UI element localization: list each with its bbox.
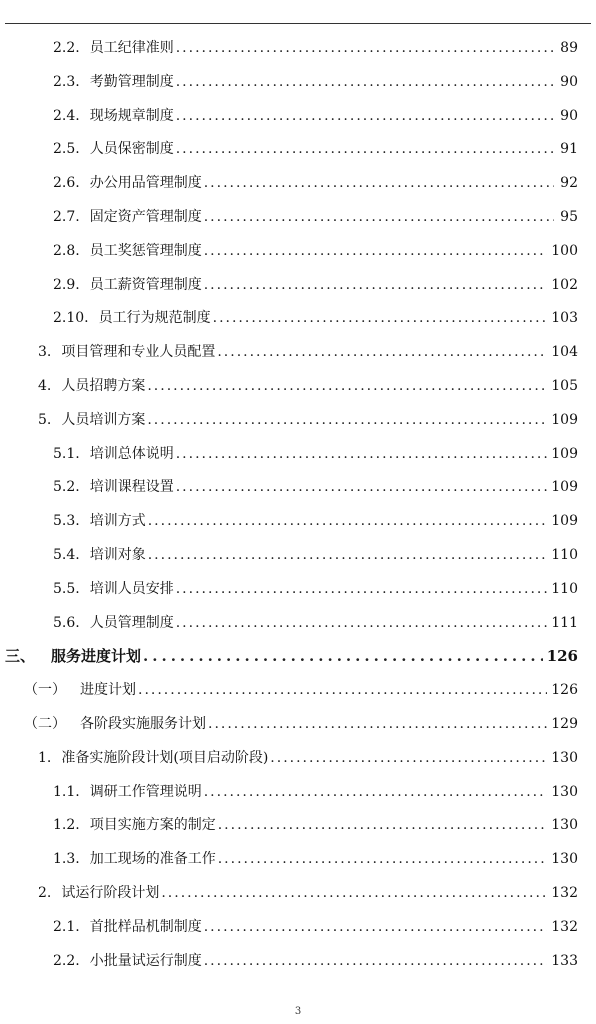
toc-entry[interactable]	[0, 918, 596, 952]
toc-entry-title: 项目管理和专业人员配置	[61, 344, 216, 361]
toc-entry[interactable]	[0, 783, 596, 817]
toc-entry-number: 5.4.	[53, 546, 80, 563]
toc-dot-leader	[204, 952, 548, 970]
toc-entry-title: 进度计划	[80, 682, 136, 699]
toc-entry[interactable]	[0, 478, 596, 512]
page-number: 3	[294, 1006, 302, 1017]
toc-entry-number: 4.	[38, 377, 52, 394]
toc-entry-number: 5.3.	[53, 513, 80, 530]
toc-entry[interactable]	[0, 107, 596, 141]
toc-entry-number: （一）	[24, 682, 66, 699]
toc-entry[interactable]	[0, 73, 596, 107]
toc-dot-leader	[204, 174, 554, 192]
toc-dot-leader	[176, 107, 554, 125]
toc-entry-title: 人员管理制度	[89, 614, 174, 631]
toc-dot-leader	[147, 411, 547, 429]
toc-entry[interactable]	[0, 580, 596, 614]
toc-entry-number: 5.2.	[53, 479, 80, 496]
toc-entry-page: 105	[551, 377, 578, 394]
toc-entry-title: 试运行阶段计划	[61, 884, 160, 901]
toc-entry-title: 培训对象	[89, 546, 146, 563]
toc-dot-leader	[204, 276, 548, 294]
toc-dot-leader	[176, 478, 548, 496]
toc-entry-page: 100	[551, 242, 578, 259]
toc-entry-page: 90	[560, 73, 578, 90]
toc-entry[interactable]	[0, 512, 596, 546]
toc-dot-leader	[176, 73, 554, 91]
toc-dot-leader	[143, 647, 543, 665]
toc-entry-page: 95	[560, 208, 578, 225]
toc-entry[interactable]	[0, 343, 596, 377]
toc-entry-number: 三、	[5, 647, 36, 666]
toc-dot-leader	[218, 816, 548, 834]
toc-entry-page: 130	[551, 749, 578, 766]
toc-entry-title: 固定资产管理制度	[89, 208, 202, 225]
toc-entry-title: 项目实施方案的制定	[89, 817, 216, 834]
toc-entry-number: 2.	[38, 884, 52, 901]
toc-entry-page: 109	[551, 445, 578, 462]
toc-entry-title: 小批量试运行制度	[89, 952, 202, 969]
toc-entry[interactable]	[0, 411, 596, 445]
toc-entry-title: 各阶段实施服务计划	[80, 715, 206, 732]
toc-entry-title: 员工薪资管理制度	[89, 276, 202, 293]
toc-entry-number: 2.6.	[53, 175, 80, 192]
toc-entry-number: 2.4.	[53, 107, 80, 124]
toc-entry-page: 89	[560, 40, 578, 56]
toc-entry-page: 109	[551, 479, 578, 496]
toc-entry-number: 2.2.	[53, 952, 80, 969]
toc-entry-title: 服务进度计划	[51, 647, 142, 666]
header-rule	[5, 23, 591, 24]
toc-entry-title: 首批样品机制制度	[89, 918, 202, 935]
toc-entry-number: 2.10.	[53, 310, 89, 327]
toc-entry-number: 2.9.	[53, 276, 80, 293]
toc-dot-leader	[204, 783, 548, 801]
toc-entry-title: 人员招聘方案	[61, 377, 146, 394]
toc-entry-page: 129	[551, 715, 578, 732]
toc-entry-page: 104	[551, 344, 578, 361]
toc-entry-title: 现场规章制度	[89, 107, 174, 124]
toc-dot-leader	[161, 884, 547, 902]
toc-entry[interactable]	[0, 681, 596, 715]
toc-entry-title: 加工现场的准备工作	[89, 851, 216, 868]
toc-dot-leader	[204, 242, 548, 260]
toc-entry[interactable]	[0, 715, 596, 749]
toc-entry-title: 准备实施阶段计划(项目启动阶段)	[61, 749, 269, 766]
toc-entry[interactable]	[0, 884, 596, 918]
toc-entry-page: 92	[560, 175, 578, 192]
toc-entry-number: 2.5.	[53, 141, 80, 158]
toc-dot-leader	[138, 681, 547, 699]
toc-entry-number: 5.6.	[53, 614, 80, 631]
toc-dot-leader	[176, 39, 554, 57]
toc-entry-page: 132	[551, 884, 578, 901]
toc-entry-page: 91	[560, 141, 578, 158]
toc-entry[interactable]	[0, 816, 596, 850]
toc-entry[interactable]	[0, 377, 596, 411]
toc-entry-number: 5.	[38, 411, 52, 428]
toc-dot-leader	[147, 377, 547, 395]
toc-dot-leader	[204, 208, 554, 226]
toc-dot-leader	[270, 749, 547, 767]
toc-entry-number: 2.3.	[53, 73, 80, 90]
toc-entry-page: 130	[551, 783, 578, 800]
toc-entry-title: 办公用品管理制度	[89, 175, 202, 192]
toc-entry-number: 2.2.	[53, 40, 80, 56]
toc-entry[interactable]	[0, 546, 596, 580]
toc-entry-number: 2.7.	[53, 208, 80, 225]
toc-dot-leader	[218, 850, 548, 868]
toc-entry[interactable]	[0, 952, 596, 986]
toc-entry[interactable]	[0, 445, 596, 479]
toc-entry-chapter[interactable]	[0, 647, 596, 681]
toc-entry-title: 员工行为规范制度	[98, 310, 211, 327]
toc-entry-number: 2.1.	[53, 918, 80, 935]
toc-entry[interactable]	[0, 276, 596, 310]
toc-entry-title: 员工奖惩管理制度	[89, 242, 202, 259]
toc-entry-page: 110	[551, 546, 578, 563]
toc-entry-number: 1.1.	[53, 783, 80, 800]
toc-entry-page: 126	[546, 647, 578, 666]
toc-entry-number: 5.5.	[53, 580, 80, 597]
toc-entry-page: 130	[551, 817, 578, 834]
toc-entry-number: 1.	[38, 749, 52, 766]
toc-dot-leader	[208, 715, 547, 733]
toc-dot-leader	[176, 140, 554, 158]
toc-entry-number: 1.2.	[53, 817, 80, 834]
toc-entry-title: 人员培训方案	[61, 411, 146, 428]
toc-entry-page: 133	[551, 952, 578, 969]
toc-entry-page: 126	[551, 682, 578, 699]
toc-entry-page: 109	[551, 411, 578, 428]
toc-entry[interactable]	[0, 174, 596, 208]
toc-entry-number: 5.1.	[53, 445, 80, 462]
toc-entry-page: 110	[551, 580, 578, 597]
toc-entry[interactable]	[0, 242, 596, 276]
toc-entry-title: 培训课程设置	[89, 479, 174, 496]
toc-entry-title: 培训总体说明	[89, 445, 174, 462]
toc-entry-title: 培训人员安排	[89, 580, 174, 597]
toc-entry[interactable]	[0, 140, 596, 174]
toc-entry[interactable]	[0, 749, 596, 783]
toc-entry-number: 1.3.	[53, 851, 80, 868]
toc-dot-leader	[204, 918, 548, 936]
toc-dot-leader	[217, 343, 547, 361]
toc-dot-leader	[176, 614, 548, 632]
toc-entry-page: 102	[551, 276, 578, 293]
toc-entry-page: 130	[551, 851, 578, 868]
toc-entry-page: 111	[551, 614, 578, 631]
toc-dot-leader	[148, 512, 548, 530]
toc-entry[interactable]	[0, 208, 596, 242]
toc-entry-title: 考勤管理制度	[89, 73, 174, 90]
toc-entry-number: 2.8.	[53, 242, 80, 259]
toc-entry-title: 调研工作管理说明	[89, 783, 202, 800]
toc-entry[interactable]	[0, 850, 596, 884]
toc-entry-page: 109	[551, 513, 578, 530]
toc-entry[interactable]	[0, 309, 596, 343]
toc-entry-page: 90	[560, 107, 578, 124]
toc-dot-leader	[148, 546, 548, 564]
toc-entry[interactable]	[0, 614, 596, 648]
toc-entry-title: 员工纪律准则	[89, 40, 174, 56]
toc-entry[interactable]	[0, 39, 596, 73]
toc-dot-leader	[176, 445, 548, 463]
toc-entry-title: 培训方式	[89, 513, 146, 530]
toc-entry-page: 132	[551, 918, 578, 935]
toc-entry-title: 人员保密制度	[89, 141, 174, 158]
toc-entry-number: 3.	[38, 344, 52, 361]
toc-dot-leader	[176, 580, 548, 598]
toc-entry-number: （二）	[24, 715, 66, 732]
toc-dot-leader	[213, 309, 548, 327]
table-of-contents	[0, 39, 596, 985]
toc-entry-page: 103	[551, 310, 578, 327]
